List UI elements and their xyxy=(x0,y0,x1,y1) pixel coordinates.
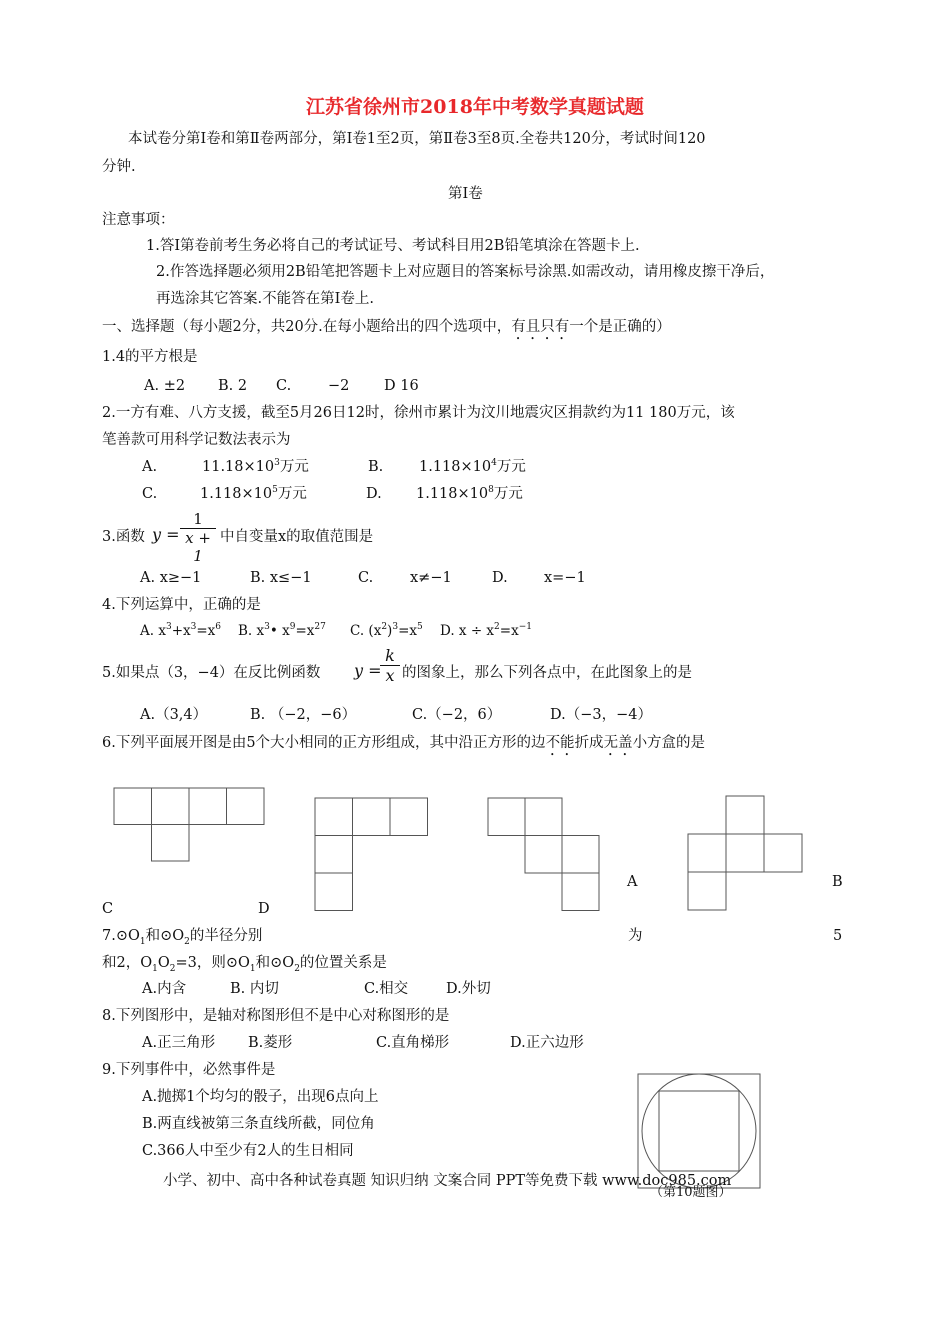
q6-stem: 6.下列平面展开图是由5个大小相同的正方形组成，其中沿正方形的边不能折成无盖小方盒的是 xyxy=(102,735,706,751)
q5-stem-post: 的图象上，那么下列各点中，在此图象上的是 xyxy=(402,665,692,681)
q7-stem-line2: 和2，$O_1O_2=3$，则$⊙O_1$和$⊙O_2$的位置关系是 xyxy=(102,955,387,974)
q4-option-c: C. $(x^2)^3=x^5$ xyxy=(350,622,423,639)
notice-item-1: 1.答Ⅰ第卷前考生务必将自己的考试证号、考试科目用2B铅笔填涂在答题卡上. xyxy=(146,238,640,254)
q9-option-c: C.366人中至少有2人的生日相同 xyxy=(142,1143,354,1159)
q6-label-d: D xyxy=(258,901,270,917)
q7-option-b: B. 内切 xyxy=(230,981,279,997)
q5-fraction xyxy=(380,646,400,685)
q2-stem-line2: 笔善款可用科学记数法表示为 xyxy=(102,432,291,448)
notice-heading: 注意事项： xyxy=(102,212,175,228)
q3-fraction xyxy=(180,510,216,565)
q8-option-d: D.正六边形 xyxy=(510,1035,584,1051)
q2-option-a: $11.18\times 10^3$万元 xyxy=(202,458,309,475)
q2-stem-line1: 2.一方有难、八方支援，截至5月26日12时，徐州市累计为汶川地震灾区捐款约为11 180万元，该 xyxy=(102,405,735,421)
q4-option-a: A. $x^3+x^3=x^6$ xyxy=(140,622,222,639)
q7-option-d: D.外切 xyxy=(446,981,491,997)
q9-option-b: B.两直线被第三条直线所截，同位角 xyxy=(142,1116,375,1132)
q3-option-d-value: x=−1 xyxy=(544,570,586,586)
q2-option-c: $1.118\times 10^5$万元 xyxy=(200,485,307,502)
intro-line2: 分钟. xyxy=(102,159,136,175)
q3-option-b: B. x≤−1 xyxy=(250,570,312,586)
q3-stem-post: 中自变量x的取值范围是 xyxy=(220,529,374,545)
q5-stem-pre: 5.如果点（3，−4）在反比例函数 xyxy=(102,665,321,681)
q3-option-c: C. xyxy=(358,570,374,586)
q5-option-b: B. （−2，−6） xyxy=(250,707,357,723)
q2-option-d: $1.118\times 10^8$万元 xyxy=(416,485,523,502)
net-figure-b xyxy=(688,796,804,912)
q8-option-a: A.正三角形 xyxy=(142,1035,216,1051)
section-1-heading: 一、选择题（每小题2分，共20分.在每小题给出的四个选项中，有且只有一个是正确的） xyxy=(102,319,671,335)
q6-label-b: B xyxy=(832,874,843,890)
q2-option-a-label: A. xyxy=(142,459,158,475)
q9-option-a: A.抛掷1个均匀的骰子，出现6点向上 xyxy=(142,1089,379,1105)
q6-label-c: C xyxy=(102,901,114,917)
q3-numerator: 1 xyxy=(193,510,203,528)
q5-option-c: C.（−2，6） xyxy=(412,707,502,723)
q2-option-d-label: D. xyxy=(366,486,382,502)
q5-function-lhs: y = xyxy=(354,661,382,680)
net-figure-c xyxy=(114,788,266,862)
q7-option-c: C.相交 xyxy=(364,981,409,997)
q2-option-c-label: C. xyxy=(142,486,158,502)
q10-figure-caption: （第10题图） xyxy=(650,1185,732,1200)
q1-option-c: C. xyxy=(276,378,292,394)
q4-stem: 4.下列运算中，正确的是 xyxy=(102,597,261,613)
q4-option-b: B. $x^3•$ $x^9=x^{27}$ xyxy=(238,622,326,639)
exam-title: 江苏省徐州市2018年中考数学真题试题 xyxy=(306,96,644,118)
q1-option-b: B. 2 xyxy=(218,378,248,394)
q3-option-c-value: x≠−1 xyxy=(410,570,452,586)
q7-stem-wei: 为 xyxy=(628,928,643,944)
q5-numerator: k xyxy=(385,646,395,665)
q7-stem-five: 5 xyxy=(833,928,843,944)
q7-stem-line1: $7.⊙O_1$和$⊙O_2$的半径分别 xyxy=(102,928,263,947)
q7-option-a: A.内含 xyxy=(142,981,187,997)
q5-denominator: x xyxy=(380,665,400,685)
q9-stem: 9.下列事件中，必然事件是 xyxy=(102,1062,276,1078)
footer-text: 小学、初中、高中各种试卷真题 知识归纳 文案合同 PPT等免费下载 www.doc985.com xyxy=(163,1173,732,1189)
q3-function-lhs: y = xyxy=(152,525,180,544)
q5-option-d: D.（−3，−4） xyxy=(550,707,652,723)
q8-stem: 8.下列图形中，是轴对称图形但不是中心对称图形的是 xyxy=(102,1008,450,1024)
q1-stem: 1.4的平方根是 xyxy=(102,349,198,365)
q6-label-a: A xyxy=(627,874,638,890)
q8-option-b: B.菱形 xyxy=(248,1035,293,1051)
q1-option-a: A. ±2 xyxy=(144,378,186,394)
q5-option-a: A.（3,4） xyxy=(140,707,208,723)
intro-line1: 本试卷分第Ⅰ卷和第Ⅱ卷两部分，第Ⅰ卷1至2页，第Ⅱ卷3至8页.全卷共120分，考试时间120 xyxy=(128,131,706,147)
notice-item-2: 2.作答选择题必须用2B铅笔把答题卡上对应题目的答案标号涂黑.如需改动，请用橡皮擦干净后， xyxy=(156,264,775,280)
part-title: 第Ⅰ卷 xyxy=(448,186,483,202)
q3-option-a: A. x≥−1 xyxy=(140,570,202,586)
q3-stem-pre: 3.函数 xyxy=(102,529,145,545)
q2-option-b: $1.118\times 10^4$万元 xyxy=(419,458,526,475)
q2-option-b-label: B. xyxy=(368,459,384,475)
q8-option-c: C.直角梯形 xyxy=(376,1035,450,1051)
q4-option-d: D. $x \div x^2=x^{-1}$ xyxy=(440,622,532,639)
net-figure-d xyxy=(315,798,429,912)
q1-option-c-value: −2 xyxy=(328,378,350,394)
q3-denominator: x + 1 xyxy=(180,528,216,565)
q3-option-d: D. xyxy=(492,570,508,586)
net-figure-a xyxy=(488,798,600,912)
notice-item-2-cont: 再选涂其它答案.不能答在第Ⅰ卷上. xyxy=(156,291,374,307)
q1-option-d: D 16 xyxy=(384,378,419,394)
